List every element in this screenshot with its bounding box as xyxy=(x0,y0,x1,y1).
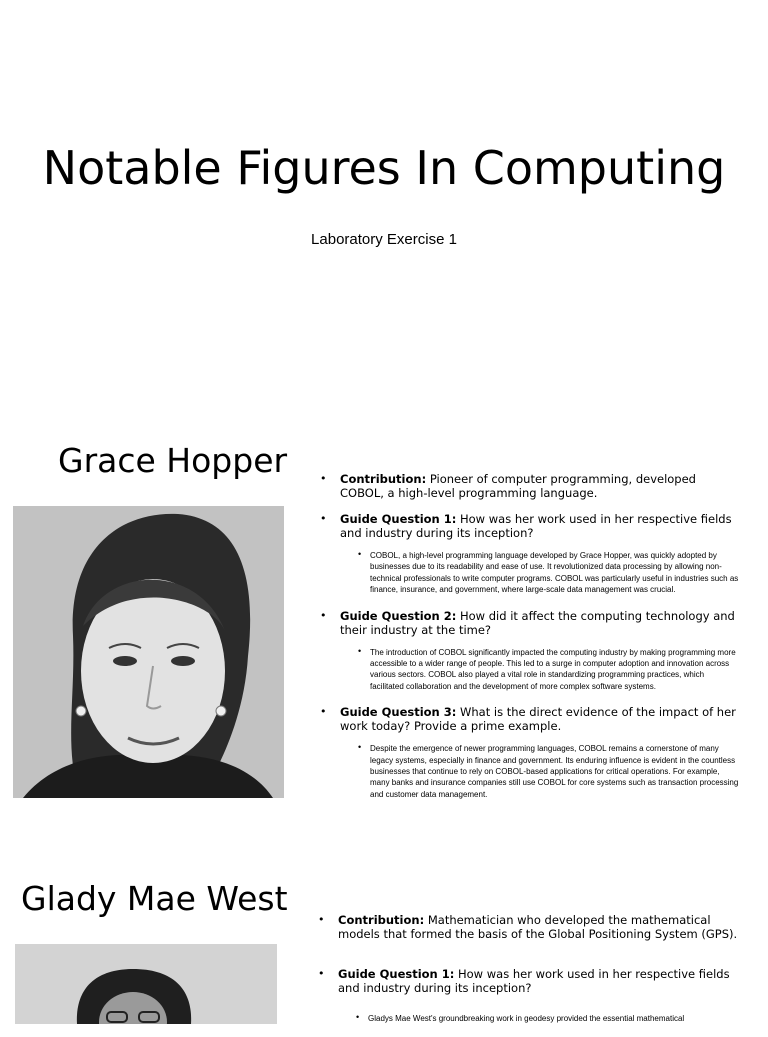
person-name: Grace Hopper xyxy=(58,441,288,480)
portrait-photo xyxy=(15,944,277,1024)
answer-text: • Despite the emergence of newer programming languages, COBOL remains a cornerstone of many legacy systems, especially in finance and government. Its enduring influence is evident in the countless businesses that continue to rely on COBOL-based applications for critical operations. For example, many banks and insurance companies still use COBOL for core systems such as transaction processing and customer data management. xyxy=(360,743,740,800)
contribution-text: Pioneer of computer programming, developed COBOL, a high-level programming language. xyxy=(340,472,696,500)
contribution-item xyxy=(318,913,750,941)
contribution-label: Contribution: xyxy=(340,472,427,486)
person-portrait-icon xyxy=(13,506,284,798)
contribution-label: Contribution: xyxy=(338,913,425,927)
person-portrait-icon xyxy=(15,944,277,1024)
qa-list xyxy=(318,913,750,1037)
guide-question-item xyxy=(320,512,740,596)
presentation-subtitle: Laboratory Exercise 1 xyxy=(311,231,457,248)
question-label: Guide Question 3: xyxy=(340,705,457,720)
question-label: Guide Question 1: xyxy=(338,967,455,981)
presentation-title: Notable Figures In Computing xyxy=(42,141,726,195)
question-text: How was her work used in her respective fields and industry during its inception? xyxy=(338,967,730,995)
answer-text: • COBOL, a high-level programming language developed by Grace Hopper, was quickly adopted by businesses due to its readability and ease of use. It revolutionized data processing by allowing non-technical professionals to write computer programs. COBOL was particularly useful in industries such as finance, insurance, and government, where large-scale data management was crucial. xyxy=(360,550,740,596)
answer-text: • The introduction of COBOL significantly impacted the computing industry by making programming more accessible to a wider range of people. This led to a surge in computer adoption and innovation across various sectors. COBOL also played a vital role in standardizing programming practices, which facilitated collaboration and the development of more complex software systems. xyxy=(360,647,740,693)
question-text: How did it affect the computing technology and their industry at the time? xyxy=(340,608,735,637)
portrait-photo xyxy=(13,506,284,798)
question-text: How was her work used in her respective fields and industry during its inception? xyxy=(340,512,732,540)
person-name: Glady Mae West xyxy=(21,879,288,918)
answer-text: • Gladys Mae West's groundbreaking work in geodesy provided the essential mathematical xyxy=(358,1013,750,1024)
contribution-text: Mathematician who developed the mathematical models that formed the basis of the Global Positioning System (GPS). xyxy=(338,913,738,941)
guide-question-item xyxy=(320,609,740,693)
qa-list xyxy=(320,472,740,813)
question-text: What is the direct evidence of the impact of her work today? Provide a prime example. xyxy=(340,705,736,734)
question-label: Guide Question 2: xyxy=(340,608,457,623)
contribution-item xyxy=(320,472,740,500)
guide-question-item xyxy=(318,967,750,1024)
guide-question-item xyxy=(320,705,740,800)
question-label: Guide Question 1: xyxy=(340,512,457,526)
